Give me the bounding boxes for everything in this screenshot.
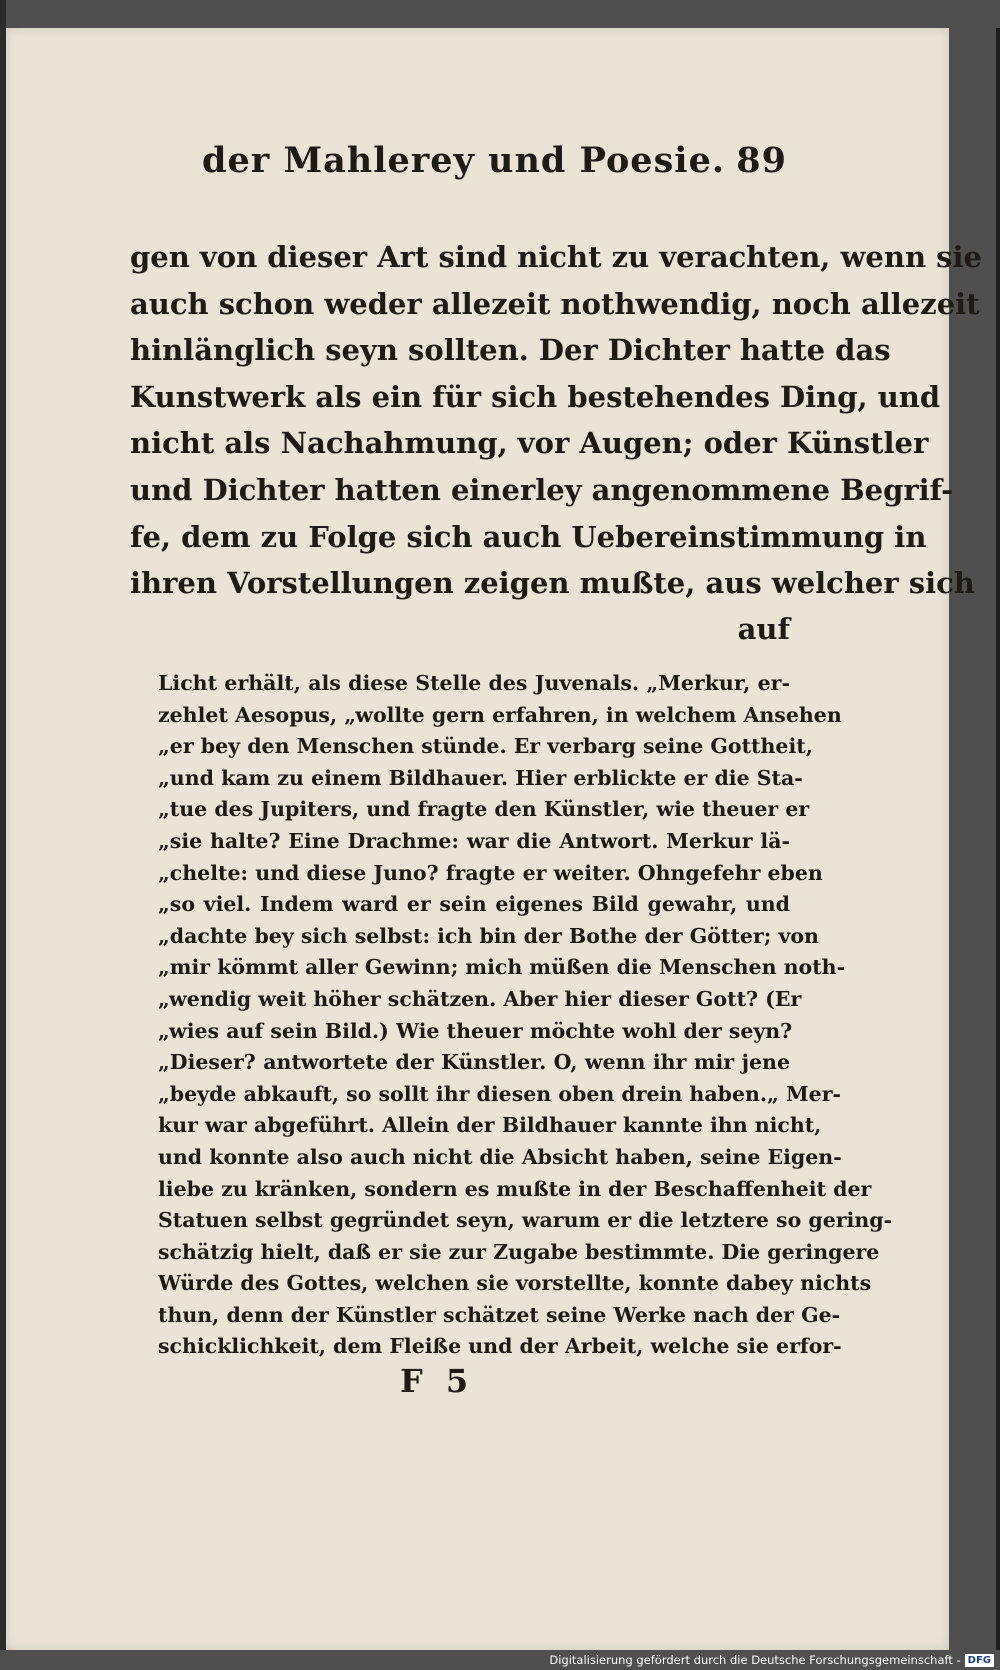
- footnote-line: schicklichkeit, dem Fleiße und der Arbeit, welche sie erfor-: [158, 1334, 842, 1359]
- footnote-line: „beyde abkauft, so sollt ihr diesen oben drein haben.„ Mer-: [158, 1081, 842, 1106]
- footnote-line: „dachte bey sich selbst: ich bin der Bothe der Götter; von: [158, 923, 819, 948]
- dfg-logo: DFG: [965, 1654, 994, 1667]
- credit-text: Digitalisierung gefördert durch die Deutsche Forschungsgemeinschaft -: [549, 1653, 961, 1667]
- main-text: [130, 234, 982, 607]
- footnote-line: „sie halte? Eine Drachme: war die Antwort. Merkur lä-: [158, 828, 790, 853]
- footnote-line: Licht erhält, als diese Stelle des Juvenals. „Merkur, er-: [158, 671, 790, 695]
- footnote-line: „so viel. Indem ward er sein eigenes Bild gewahr, und: [158, 892, 790, 917]
- page-number: 89: [736, 140, 787, 181]
- running-header: [202, 140, 787, 181]
- footnote-line: „Dieser? antwortete der Künstler. O, wenn ihr mir jene: [158, 1050, 790, 1075]
- catchword: auf: [737, 612, 790, 646]
- printer-signature: F 5: [400, 1362, 475, 1400]
- footnote-line: „und kam zu einem Bildhauer. Hier erblickte er die Sta-: [158, 765, 803, 790]
- footnote-line: „wendig weit höher schätzen. Aber hier dieser Gott? (Er: [158, 986, 802, 1011]
- body-line: hinlänglich seyn sollten. Der Dichter hatte das: [130, 333, 891, 368]
- body-line: und Dichter hatten einerley angenommene Begrif-: [130, 472, 954, 507]
- footnote-line: schätzig hielt, daß er sie zur Zugabe bestimmte. Die geringere: [158, 1239, 880, 1264]
- footnote-line: „chelte: und diese Juno? fragte er weiter. Ohngefehr eben: [158, 860, 823, 885]
- footnote-line: „wies auf sein Bild.) Wie theuer möchte wohl der seyn?: [158, 1018, 793, 1043]
- footnote-line: kur war abgeführt. Allein der Bildhauer kannte ihn nicht,: [158, 1113, 822, 1138]
- body-line: gen von dieser Art sind nicht zu verachten, wenn sie: [130, 240, 982, 274]
- footnote-line: „mir kömmt aller Gewinn; mich müßen die Menschen noth-: [158, 955, 846, 980]
- body-line: Kunstwerk als ein für sich bestehendes Ding, und: [130, 379, 941, 414]
- footnote-line: „tue des Jupiters, und fragte den Künstler, wie theuer er: [158, 797, 810, 822]
- digitization-credit: [549, 1652, 994, 1668]
- body-line: nicht als Nachahmung, vor Augen; oder Künstler: [130, 426, 929, 461]
- body-line: ihren Vorstellungen zeigen mußte, aus welcher sich: [130, 566, 975, 601]
- footnote: [158, 668, 893, 1363]
- footnote-line: und konnte also auch nicht die Absicht haben, seine Eigen-: [158, 1144, 842, 1169]
- body-line: auch schon weder allezeit nothwendig, noch allezeit: [130, 286, 980, 321]
- footnote-line: thun, denn der Künstler schätzet seine Werke nach der Ge-: [158, 1302, 841, 1327]
- footnote-line: zehlet Aesopus, „wollte gern erfahren, in welchem Ansehen: [158, 702, 842, 727]
- body-line: fe, dem zu Folge sich auch Uebereinstimmung in: [130, 519, 927, 554]
- footnote-line: „er bey den Menschen stünde. Er verbarg seine Gottheit,: [158, 734, 813, 759]
- page-edge: [996, 28, 1000, 1650]
- running-title: der Mahlerey und Poesie.: [202, 140, 726, 181]
- footnote-line: Würde des Gottes, welchen sie vorstellte, konnte dabey nichts: [158, 1271, 872, 1296]
- footnote-line: Statuen selbst gegründet seyn, warum er die letztere so gering-: [158, 1208, 893, 1233]
- footnote-line: liebe zu kränken, sondern es mußte in der Beschaffenheit der: [158, 1176, 872, 1201]
